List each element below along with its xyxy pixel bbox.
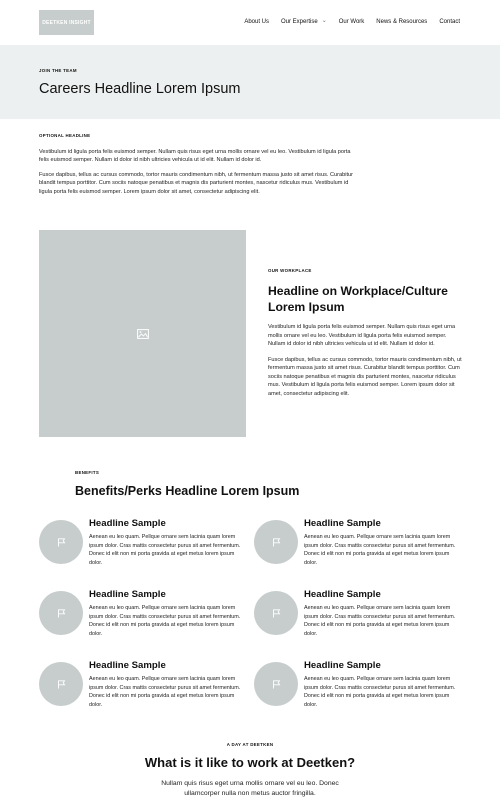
day-eyebrow: A DAY AT DEETKEN bbox=[226, 742, 274, 747]
hero-eyebrow: JOIN THE TEAM bbox=[39, 68, 77, 73]
nav-our-expertise-label: Our Expertise bbox=[281, 18, 318, 25]
benefit-text: Aenean eu leo quam. Pellque ornare sem lacinia quam lorem ipsum dolor. Cras mattis consectetur purus sit amet fermentum. Donec id elit non mi porta gravida at eget metus lorem ipsum dolor. bbox=[304, 676, 456, 708]
benefit-icon-circle bbox=[254, 662, 298, 706]
chevron-down-icon: ⌄ bbox=[321, 18, 327, 24]
benefit-text: Aenean eu leo quam. Pellque ornare sem lacinia quam lorem ipsum dolor. Cras mattis consectetur purus sit amet fermentum. Donec id elit non mi porta gravida at eget metus lorem ipsum dolor. bbox=[89, 534, 241, 566]
intro-paragraph: Vestibulum id ligula porta felis euismod semper. Nullam quis risus eget urna mollis ornare vel eu leo. Vestibulum id ligula porta felis euismod semper. Nullam id dolor id nibh ultricies vehicula ut id elit. Nullam id dolor id. bbox=[39, 149, 351, 164]
day-title: What is it like to work at Deetken? bbox=[144, 755, 356, 770]
nav-our-expertise[interactable] bbox=[281, 18, 327, 25]
benefit-text: Aenean eu leo quam. Pellque ornare sem lacinia quam lorem ipsum dolor. Cras mattis consectetur purus sit amet fermentum. Donec id elit non mi porta gravida at eget metus lorem ipsum dolor. bbox=[89, 605, 241, 637]
benefit-icon-circle bbox=[254, 591, 298, 635]
nav-about-us[interactable]: About Us bbox=[244, 18, 269, 25]
flag-icon bbox=[57, 538, 66, 547]
workplace-paragraph: Fusce dapibus, tellus ac cursus commodo, tortor mauris condimentum nibh, ut fermentum massa justo sit amet risus. Curabitur blandit tempus porttitor. Cum sociis natoque penatibus et magnis dis parturient montes, nascetur ridiculus mus. Vestibulum id ligula porta felis euismod semper. Lorem ipsum dolor sit amet, consectetur adipiscing elit. bbox=[268, 356, 462, 397]
flag-icon bbox=[57, 609, 66, 618]
benefit-text: Aenean eu leo quam. Pellque ornare sem lacinia quam lorem ipsum dolor. Cras mattis consectetur purus sit amet fermentum. Donec id elit non mi porta gravida at eget metus lorem ipsum dolor. bbox=[89, 676, 241, 708]
nav-contact[interactable]: Contact bbox=[439, 18, 460, 25]
flag-icon bbox=[272, 609, 281, 618]
benefit-title: Headline Sample bbox=[304, 589, 381, 600]
site-header bbox=[0, 0, 500, 45]
day-text: Nullam quis risus eget urna mollis ornare vel eu leo. Donec ullamcorper nulla non metus auctor fringilla. bbox=[161, 780, 339, 797]
nav-news-resources[interactable]: News & Resources bbox=[376, 18, 428, 25]
workplace-image-placeholder bbox=[39, 230, 246, 437]
benefit-title: Headline Sample bbox=[89, 518, 166, 529]
image-icon bbox=[137, 329, 149, 339]
benefit-card bbox=[39, 591, 249, 651]
workplace-section bbox=[268, 268, 464, 405]
workplace-eyebrow: OUR WORKPLACE bbox=[268, 268, 312, 273]
benefit-title: Headline Sample bbox=[304, 518, 381, 529]
benefit-card bbox=[39, 662, 249, 722]
main-nav bbox=[244, 18, 460, 25]
benefit-icon-circle bbox=[39, 520, 83, 564]
benefit-text: Aenean eu leo quam. Pellque ornare sem lacinia quam lorem ipsum dolor. Cras mattis consectetur purus sit amet fermentum. Donec id elit non mi porta gravida at eget metus lorem ipsum dolor. bbox=[304, 605, 456, 637]
benefit-title: Headline Sample bbox=[89, 589, 166, 600]
benefit-card bbox=[254, 591, 464, 651]
logo[interactable]: DEETKEN INSIGHT bbox=[39, 10, 94, 35]
page-title: Careers Headline Lorem Ipsum bbox=[39, 81, 241, 97]
benefit-card bbox=[254, 662, 464, 722]
benefits-title: Benefits/Perks Headline Lorem Ipsum bbox=[75, 484, 300, 498]
flag-icon bbox=[272, 538, 281, 547]
intro-eyebrow: OPTIONAL HEADLINE bbox=[39, 133, 91, 138]
benefit-card bbox=[39, 520, 249, 580]
benefit-icon-circle bbox=[39, 591, 83, 635]
benefit-text: Aenean eu leo quam. Pellque ornare sem lacinia quam lorem ipsum dolor. Cras mattis consectetur purus sit amet fermentum. Donec id elit non mi porta gravida at eget metus lorem ipsum dolor. bbox=[304, 534, 456, 566]
benefit-title: Headline Sample bbox=[89, 660, 166, 671]
intro-section bbox=[39, 133, 359, 202]
benefit-card bbox=[254, 520, 464, 580]
nav-our-work[interactable]: Our Work bbox=[338, 18, 365, 25]
workplace-paragraph: Vestibulum id ligula porta felis euismod semper. Nullam quis risus eget urna mollis ornare vel eu leo. Vestibulum id ligula porta felis euismod semper. Nullam id dolor id nibh ultricies vehicula ut id elit. Nullam id dolor id. bbox=[268, 324, 456, 347]
hero-band bbox=[0, 45, 500, 119]
benefit-icon-circle bbox=[39, 662, 83, 706]
benefits-eyebrow: BENEFITS bbox=[75, 470, 100, 475]
flag-icon bbox=[57, 680, 66, 689]
benefit-title: Headline Sample bbox=[304, 660, 381, 671]
intro-paragraph: Fusce dapibus, tellus ac cursus commodo, tortor mauris condimentum nibh, ut fermentum massa justo sit amet risus. Curabitur blandit tempus porttitor. Cum sociis natoque penatibus et magnis dis parturient montes, nascetur ridiculus mus. Vestibulum id ligula porta felis euismod semper. Lorem ipsum dolor sit amet, consectetur adipiscing elit. bbox=[39, 171, 353, 195]
flag-icon bbox=[272, 680, 281, 689]
benefit-icon-circle bbox=[254, 520, 298, 564]
workplace-title: Headline on Workplace/Culture Lorem Ipsum bbox=[268, 284, 448, 314]
